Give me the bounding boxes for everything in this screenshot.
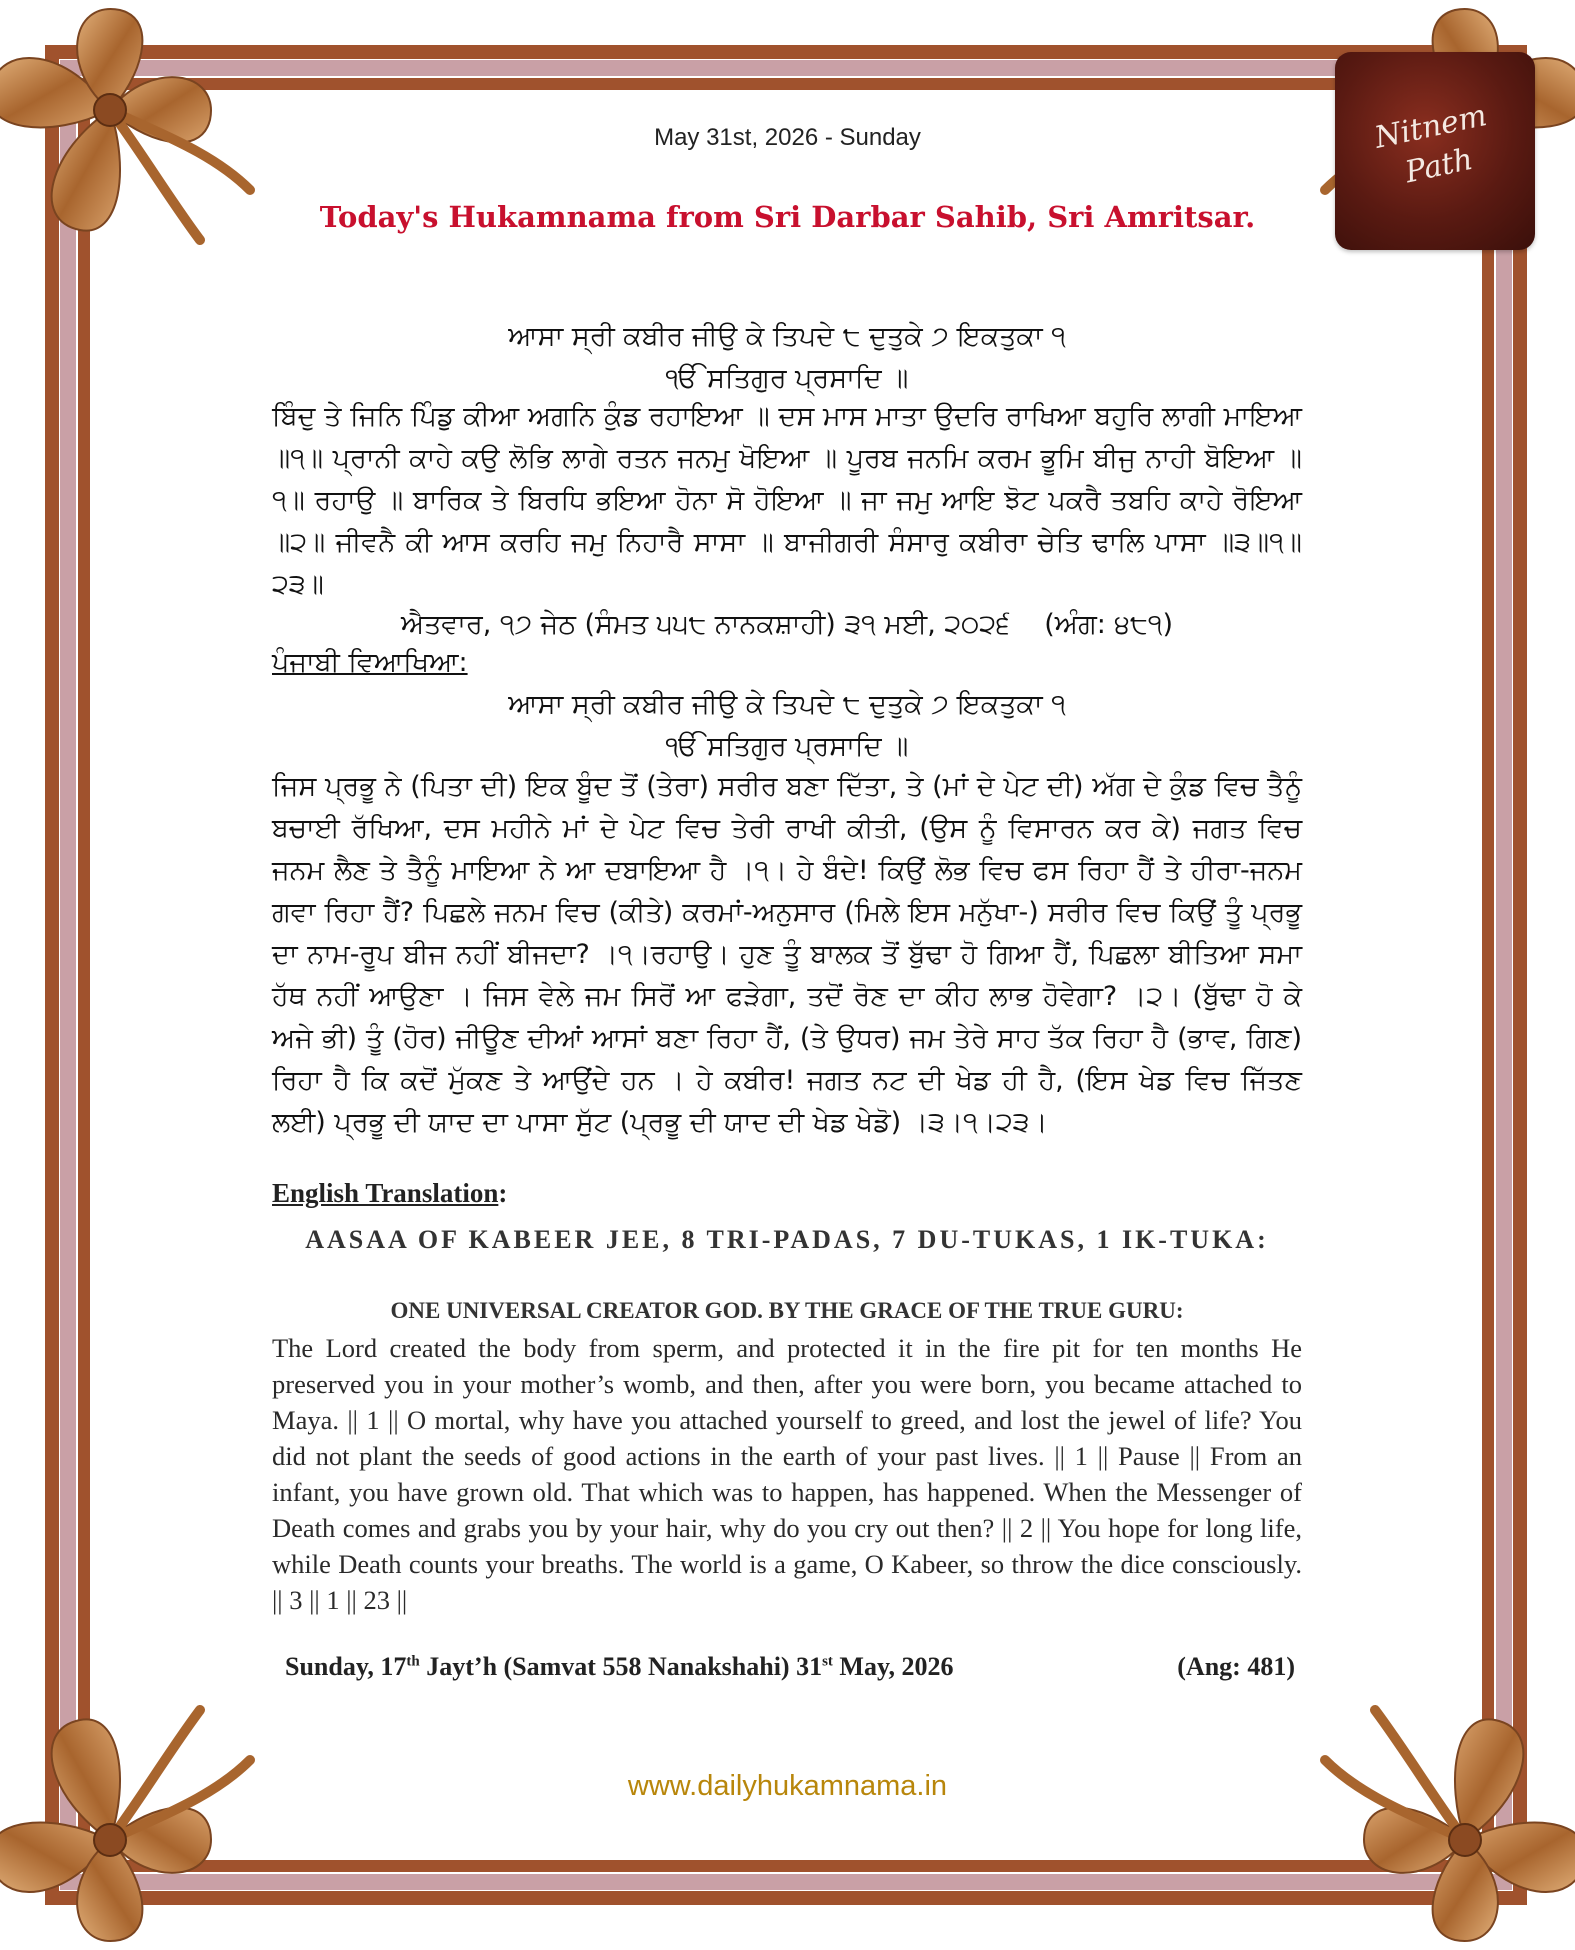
gurbani-heading: ਆਸਾ ਸ੍ਰੀ ਕਬੀਰ ਜੀਉ ਕੇ ਤਿਪਦੇ ੮ ਦੁਤੁਕੇ ੭ ਇਕਤੁਕਾ ੧ bbox=[508, 321, 1066, 352]
english-date-c: May, 2026 bbox=[832, 1652, 954, 1681]
ribbon-bow-icon bbox=[1325, 1710, 1575, 1941]
gurbani-ang: (ਅੰਗ: ੪੮੧) bbox=[1044, 609, 1174, 640]
english-label-text: English Translation bbox=[272, 1178, 499, 1208]
gurbani-text: ਬਿੰਦੁ ਤੇ ਜਿਨਿ ਪਿੰਡੁ ਕੀਆ ਅਗਨਿ ਕੁੰਡ ਰਹਾਇਆ ॥ ਦਸ ਮਾਸ ਮਾਤਾ ਉਦਰਿ ਰਾਖਿਆ ਬਹੁਰਿ ਲਾਗੀ ਮਾਇਆ ॥੧॥ ਪ੍ਰਾਨੀ ਕਾਹੇ ਕਉ ਲੋਭਿ ਲਾਗੇ ਰਤਨ ਜਨਮੁ ਖੋਇਆ ॥ ਪੂਰਬ ਜਨਮਿ ਕਰਮ ਭੂਮਿ ਬੀਜੁ ਨਾਹੀ ਬੋਇਆ ॥੧॥ ਰਹਾਉ ॥ ਬਾਰਿਕ ਤੇ ਬਿਰਧਿ ਭਇਆ ਹੋਨਾ ਸੋ ਹੋਇਆ ॥ ਜਾ ਜਮੁ ਆਇ ਝੋਟ ਪਕਰੈ ਤਬਹਿ ਕਾਹੇ ਰੋਇਆ ॥੨॥ ਜੀਵਨੈ ਕੀ ਆਸ ਕਰਹਿ ਜਮੁ ਨਿਹਾਰੈ ਸਾਸਾ ॥ ਬਾਜੀਗਰੀ ਸੰਸਾਰੁ ਕਬੀਰਾ ਚੇਤਿ ਢਾਲਿ ਪਾਸਾ ॥੩॥੧॥੨੩॥ bbox=[272, 401, 1302, 600]
date-header: May 31st, 2026 - Sunday bbox=[654, 124, 921, 151]
gurbani-mangal: ੴ ਸਤਿਗੁਰ ਪ੍ਰਸਾਦਿ ॥ bbox=[665, 363, 909, 394]
punjabi-text: ਜਿਸ ਪ੍ਰਭੂ ਨੇ (ਪਿਤਾ ਦੀ) ਇਕ ਬੂੰਦ ਤੋਂ (ਤੇਰਾ) ਸਰੀਰ ਬਣਾ ਦਿੱਤਾ, ਤੇ (ਮਾਂ ਦੇ ਪੇਟ ਦੀ) ਅੱਗ ਦੇ ਕੁੰਡ ਵਿਚ ਤੈਨੂੰ ਬਚਾਈ ਰੱਖਿਆ, ਦਸ ਮਹੀਨੇ ਮਾਂ ਦੇ ਪੇਟ ਵਿਚ ਤੇਰੀ ਰਾਖੀ ਕੀਤੀ, (ਉਸ ਨੂੰ ਵਿਸਾਰਨ ਕਰ ਕੇ) ਜਗਤ ਵਿਚ ਜਨਮ ਲੈਣ ਤੇ ਤੈਨੂੰ ਮਾਇਆ ਨੇ ਆ ਦਬਾਇਆ ਹੈ ।੧। ਹੇ ਬੰਦੇ! ਕਿਉਂ ਲੋਭ ਵਿਚ ਫਸ ਰਿਹਾ ਹੈਂ ਤੇ ਹੀਰਾ-ਜਨਮ ਗਵਾ ਰਿਹਾ ਹੈਂ? ਪਿਛਲੇ ਜਨਮ ਵਿਚ (ਕੀਤੇ) ਕਰਮਾਂ-ਅਨੁਸਾਰ (ਮਿਲੇ ਇਸ ਮਨੁੱਖਾ-) ਸਰੀਰ ਵਿਚ ਕਿਉਂ ਤੂੰ ਪ੍ਰਭੂ ਦਾ ਨਾਮ-ਰੂਪ ਬੀਜ ਨਹੀਂ ਬੀਜਦਾ? ।੧।ਰਹਾਉ। ਹੁਣ ਤੂੰ ਬਾਲਕ ਤੋਂ ਬੁੱਢਾ ਹੋ ਗਿਆ ਹੈਂ, ਪਿਛਲਾ ਬੀਤਿਆ ਸਮਾ ਹੱਥ ਨਹੀਂ ਆਉਣਾ । ਜਿਸ ਵੇਲੇ ਜਮ ਸਿਰੋਂ ਆ ਫੜੇਗਾ, ਤਦੋਂ ਰੋਣ ਦਾ ਕੀਹ ਲਾਭ ਹੋਵੇਗਾ? ।੨। (ਬੁੱਢਾ ਹੋ ਕੇ ਅਜੇ ਭੀ) ਤੂੰ (ਹੋਰ) ਜੀਊਣ ਦੀਆਂ ਆਸਾਂ ਬਣਾ ਰਿਹਾ ਹੈਂ, (ਤੇ ਉਧਰ) ਜਮ ਤੇਰੇ ਸਾਹ ਤੱਕ ਰਿਹਾ ਹੈ (ਭਾਵ, ਗਿਣ) ਰਿਹਾ ਹੈ ਕਿ ਕਦੋਂ ਮੁੱਕਣ ਤੇ ਆਉਂਦੇ ਹਨ । ਹੇ ਕਬੀਰ! ਜਗਤ ਨਟ ਦੀ ਖੇਡ ਹੀ ਹੈ, (ਇਸ ਖੇਡ ਵਿਚ ਜਿੱਤਣ ਲਈ) ਪ੍ਰਭੂ ਦੀ ਯਾਦ ਦਾ ਪਾਸਾ ਸੁੱਟ (ਪ੍ਰਭੂ ਦੀ ਯਾਦ ਦੀ ਖੇਡ ਖੇਡੋ) ।੩।੧।੨੩। bbox=[272, 771, 1302, 1138]
english-date-line bbox=[285, 1652, 1295, 1682]
english-text: The Lord created the body from sperm, and protected it in the fire pit for ten months He preserved you in your mother’s womb, and then, after you were born, you became attached to Maya. || 1 || O mortal, why have you attached yourself to greed, and lost the jewel of life? You did not plant the seeds of good actions in the earth of your past lives. || 1 || Pause || From an infant, you have grown old. That which was to happen, has happened. When the Messenger of Death comes and grabs you by your hair, why do you cry out then? || 2 || You hope for long life, while Death counts your breaths. The world is a game, O Kabeer, so throw the dice consciously. || 3 || 1 || 23 || bbox=[272, 1333, 1302, 1615]
gurbani-date-line bbox=[272, 604, 1302, 646]
english-date-sup1: th bbox=[406, 1653, 420, 1670]
gurbani-date: ਐਤਵਾਰ, ੧੭ ਜੇਠ (ਸੰਮਤ ੫੫੮ ਨਾਨਕਸ਼ਾਹੀ) ੩੧ ਮਈ, ੨੦੨੬ bbox=[400, 609, 1010, 640]
english-heading: AASAA OF KABEER JEE, 8 TRI-PADAS, 7 DU-TUKAS, 1 IK-TUKA: bbox=[305, 1225, 1269, 1254]
page-title: Today's Hukamnama from Sri Darbar Sahib, Sri Amritsar. bbox=[319, 200, 1256, 234]
punjabi-heading: ਆਸਾ ਸ੍ਰੀ ਕਬੀਰ ਜੀਉ ਕੇ ਤਿਪਦੇ ੮ ਦੁਤੁਕੇ ੭ ਇਕਤੁਕਾ ੧ bbox=[508, 689, 1066, 720]
english-label bbox=[272, 1178, 1302, 1209]
logo-line2: Path bbox=[1402, 141, 1476, 191]
english-subheading: ONE UNIVERSAL CREATOR GOD. BY THE GRACE OF THE TRUE GURU: bbox=[390, 1298, 1184, 1323]
website-link[interactable]: www.dailyhukamnama.in bbox=[627, 1770, 948, 1802]
english-date-b: Jayt’h (Samvat 558 Nanakshahi) 31 bbox=[419, 1652, 823, 1681]
punjabi-mangal: ੴ ਸਤਿਗੁਰ ਪ੍ਰਸਾਦਿ ॥ bbox=[665, 731, 909, 762]
punjabi-label: ਪੰਜਾਬੀ ਵਿਆਖਿਆ: bbox=[272, 647, 468, 678]
logo-line1: Nitnem bbox=[1371, 98, 1490, 156]
english-label-colon: : bbox=[498, 1178, 508, 1208]
english-date-a: Sunday, 17 bbox=[285, 1652, 407, 1681]
english-date-sup2: st bbox=[822, 1653, 833, 1670]
english-ang: (Ang: 481) bbox=[1177, 1652, 1295, 1681]
ribbon-bow-icon bbox=[0, 1710, 250, 1941]
